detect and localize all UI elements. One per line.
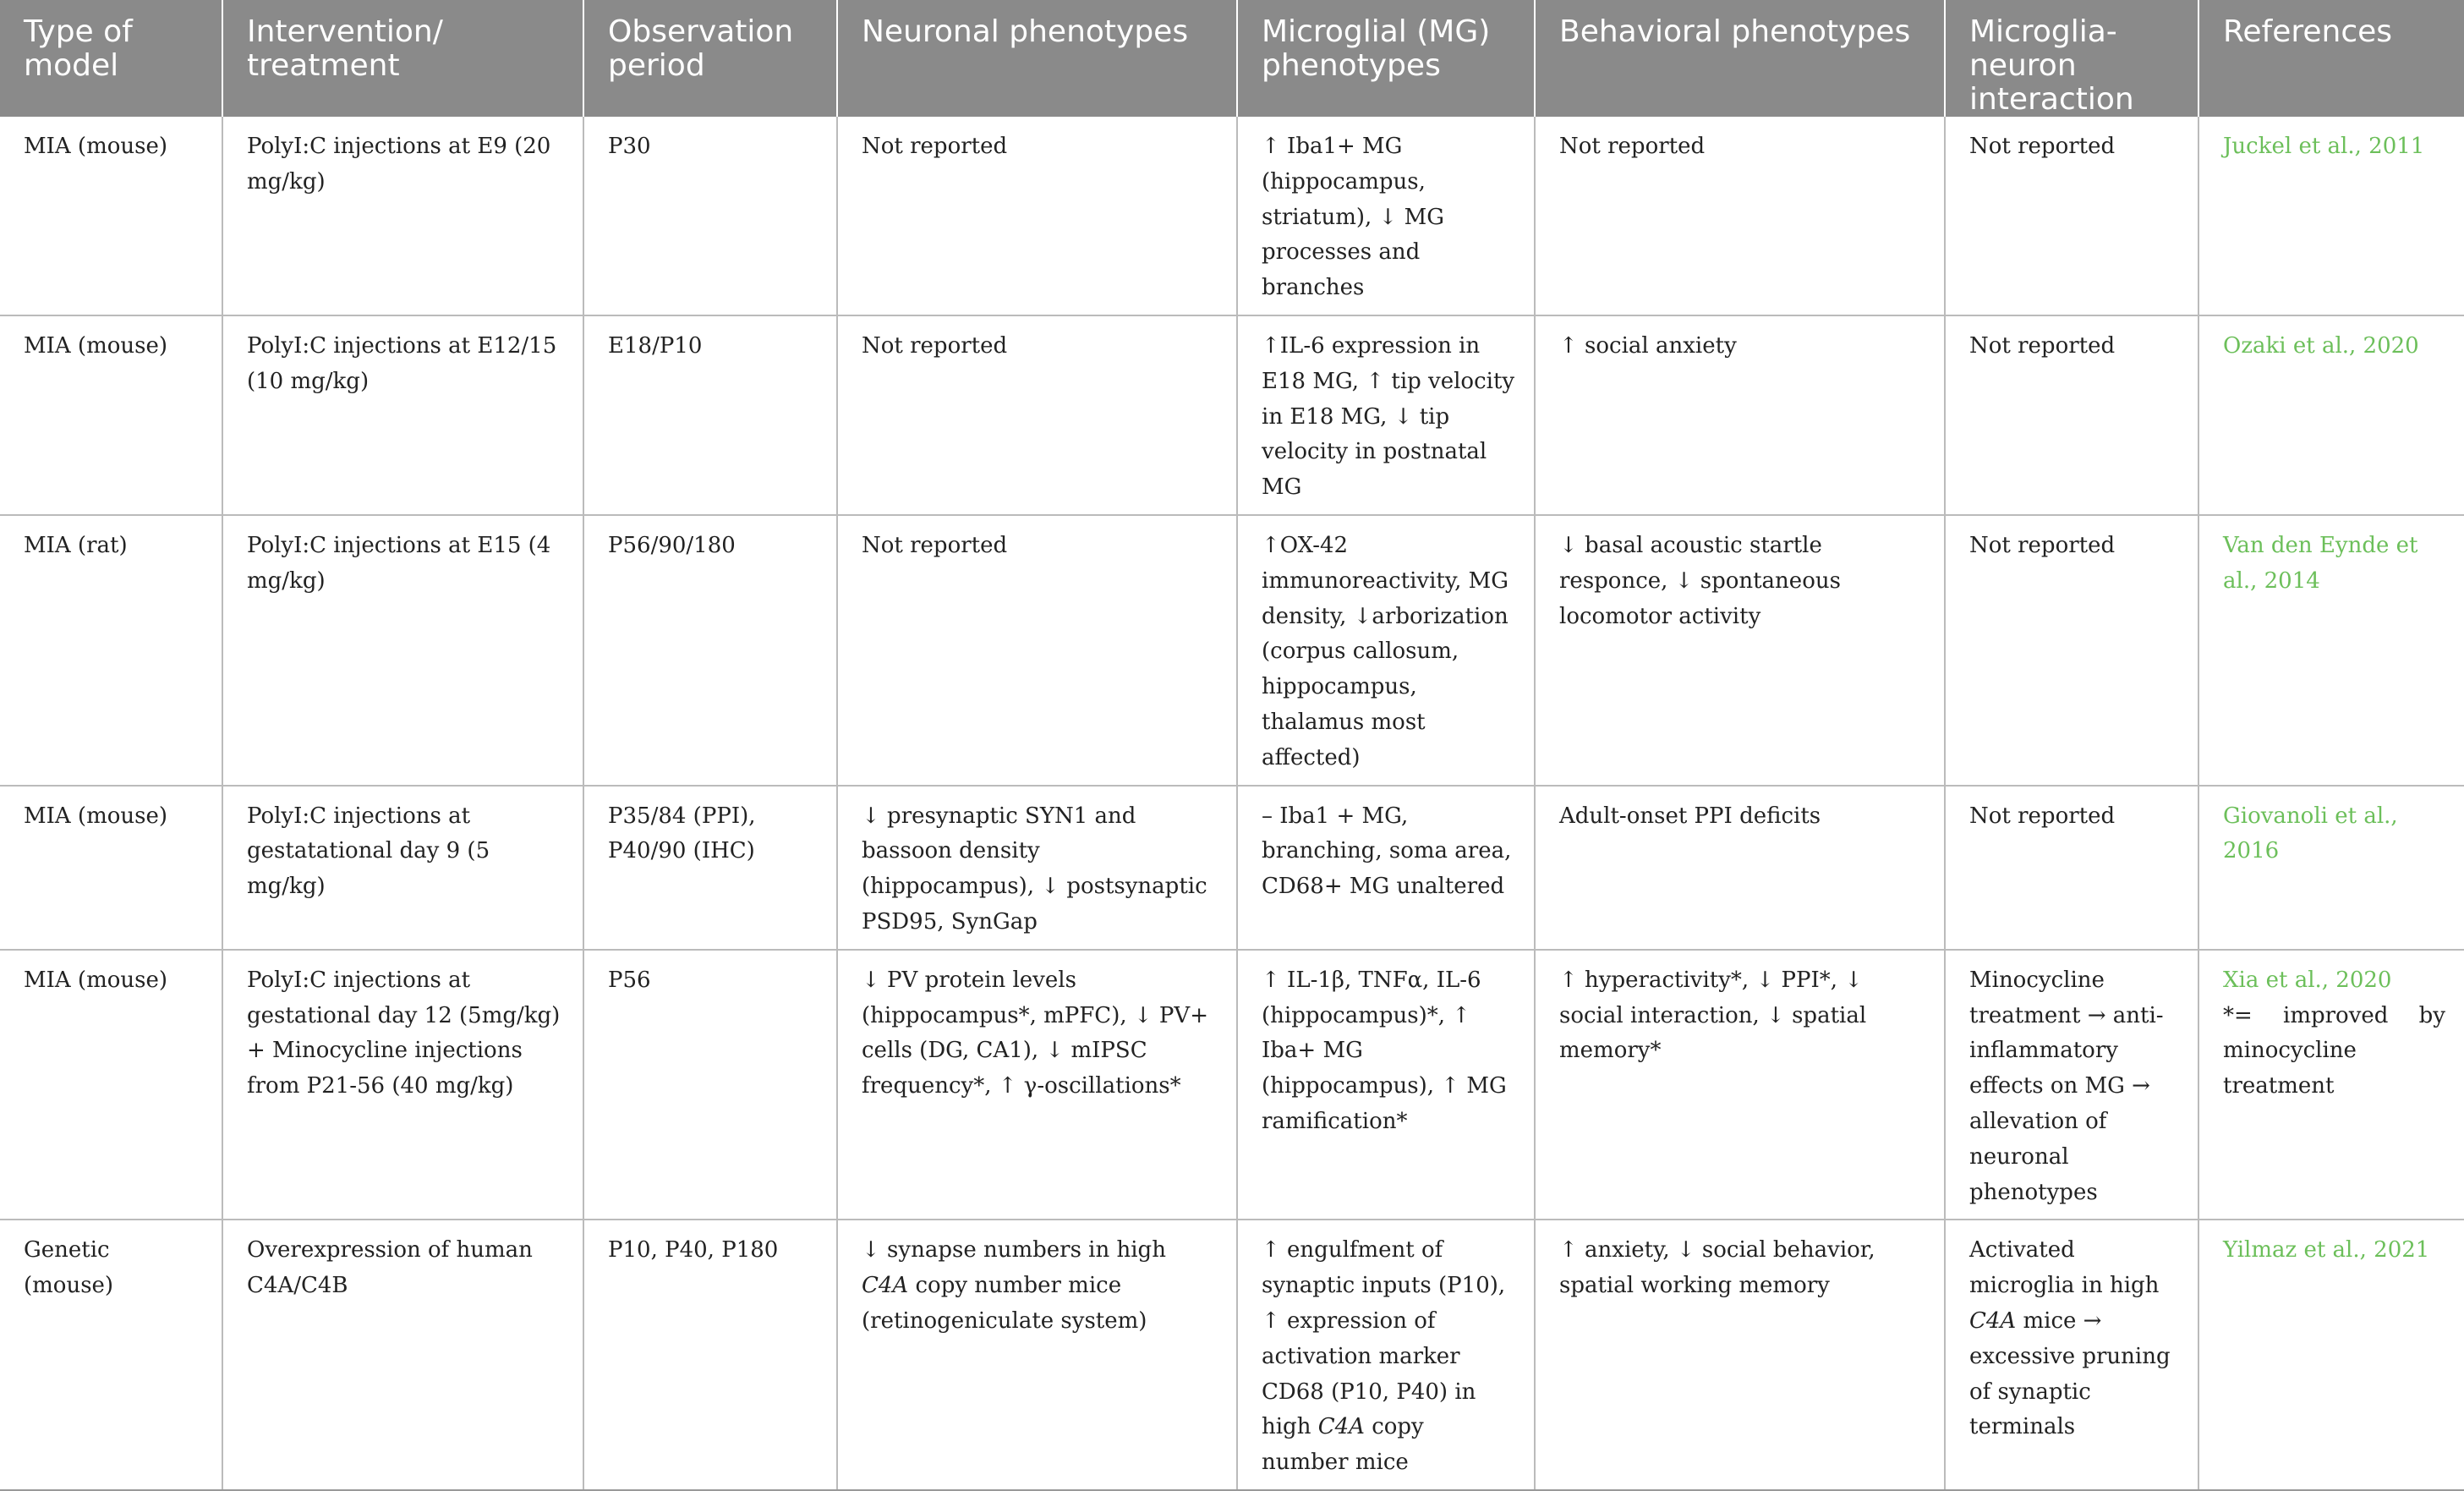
cell-behavioral: Adult-onset PPI deficits [1535, 786, 1945, 950]
reference-note-line2: minocycline treatment [2223, 1038, 2357, 1099]
cell-behavioral: ↓ basal acoustic startle responce, ↓ spontaneous locomotor activity [1535, 515, 1945, 786]
table-row [0, 1220, 2464, 1490]
cell-neuronal: Not reported [837, 117, 1237, 315]
cell-treatment: PolyI:C injections at E9 (20 mg/kg) [222, 117, 583, 315]
header-period: Observation period [583, 0, 837, 117]
cell-model: MIA (mouse) [0, 117, 222, 315]
cell-model: MIA (mouse) [0, 315, 222, 515]
cell-reference [2198, 515, 2464, 786]
cell-period: P35/84 (PPI), P40/90 (IHC) [583, 786, 837, 950]
cell-reference [2198, 117, 2464, 315]
cell-behavioral: ↑ hyperactivity*, ↓ PPI*, ↓ social interaction, ↓ spatial memory* [1535, 950, 1945, 1220]
table-row [0, 950, 2464, 1220]
header-interaction: Microglia-neuron interaction [1945, 0, 2198, 117]
table-header-row [0, 0, 2464, 117]
cell-reference [2198, 1220, 2464, 1490]
cell-reference [2198, 786, 2464, 950]
cell-reference [2198, 950, 2464, 1220]
cell-interaction: Not reported [1945, 786, 2198, 950]
reference-note-line1: *= improved by [2223, 1002, 2445, 1028]
cell-period: P56/90/180 [583, 515, 837, 786]
cell-period: P10, P40, P180 [583, 1220, 837, 1490]
cell-microglial: ↑ Iba1+ MG (hippocampus, striatum), ↓ MG processes and branches [1237, 117, 1535, 315]
cell-treatment: Overexpression of human C4A/C4B [222, 1220, 583, 1490]
reference-link[interactable]: Ozaki et al., 2020 [2223, 332, 2419, 359]
cell-model: MIA (mouse) [0, 950, 222, 1220]
cell-treatment: PolyI:C injections at E12/15 (10 mg/kg) [222, 315, 583, 515]
table-row [0, 786, 2464, 950]
cell-treatment: PolyI:C injections at gestational day 12 (5mg/kg) + Minocycline injections from P21-56 (40 mg/kg) [222, 950, 583, 1220]
gene-name-italic: C4A [1969, 1307, 2017, 1334]
cell-period: P56 [583, 950, 837, 1220]
cell-treatment: PolyI:C injections at E15 (4 mg/kg) [222, 515, 583, 786]
cell-period: P30 [583, 117, 837, 315]
cell-reference [2198, 315, 2464, 515]
table-row [0, 515, 2464, 786]
cell-neuronal: Not reported [837, 315, 1237, 515]
cell-model: MIA (rat) [0, 515, 222, 786]
table-row [0, 117, 2464, 315]
reference-link[interactable]: Giovanoli et al., 2016 [2223, 803, 2398, 864]
header-references: References [2198, 0, 2464, 117]
cell-interaction: Minocycline treatment → anti-inflammatory effects on MG → allevation of neuronal phenotypes [1945, 950, 2198, 1220]
reference-link[interactable]: Yilmaz et al., 2021 [2223, 1237, 2430, 1264]
cell-microglial: ↑ IL-1β, TNFα, IL-6 (hippocampus)*, ↑ Iba+ MG (hippocampus), ↑ MG ramification* [1237, 950, 1535, 1220]
reference-link[interactable]: Xia et al., 2020 [2223, 967, 2392, 993]
gene-name-italic: C4A [862, 1273, 909, 1299]
cell-microglial: ↑IL-6 expression in E18 MG, ↑ tip velocity in E18 MG, ↓ tip velocity in postnatal MG [1237, 315, 1535, 515]
header-neuronal: Neuronal phenotypes [837, 0, 1237, 117]
cell-treatment: PolyI:C injections at gestatational day 9 (5 mg/kg) [222, 786, 583, 950]
cell-behavioral: ↑ anxiety, ↓ social behavior, spatial working memory [1535, 1220, 1945, 1490]
reference-link[interactable]: Van den Eynde et al., 2014 [2223, 532, 2418, 594]
cell-behavioral: Not reported [1535, 117, 1945, 315]
header-treatment: Intervention/ treatment [222, 0, 583, 117]
cell-behavioral: ↑ social anxiety [1535, 315, 1945, 515]
header-model: Type of model [0, 0, 222, 117]
table-row [0, 315, 2464, 515]
gene-name-italic: C4A [1317, 1414, 1365, 1440]
header-behavioral: Behavioral phenotypes [1535, 0, 1945, 117]
cell-neuronal: ↓ PV protein levels (hippocampus*, mPFC), ↓ PV+ cells (DG, CA1), ↓ mIPSC frequency*, ↑ γ-oscillations* [837, 950, 1237, 1220]
header-microglial: Microglial (MG) phenotypes [1237, 0, 1535, 117]
cell-microglial: ↑ engulfment of synaptic inputs (P10), ↑ expression of activation marker CD68 (P10, P40) in high C4A copy number mice [1237, 1220, 1535, 1490]
cell-interaction: Not reported [1945, 515, 2198, 786]
cell-period: E18/P10 [583, 315, 837, 515]
cell-interaction: Activated microglia in high C4A mice → excessive pruning of synaptic terminals [1945, 1220, 2198, 1490]
cell-neuronal: ↓ presynaptic SYN1 and bassoon density (hippocampus), ↓ postsynaptic PSD95, SynGap [837, 786, 1237, 950]
cell-model: MIA (mouse) [0, 786, 222, 950]
cell-interaction: Not reported [1945, 315, 2198, 515]
cell-interaction: Not reported [1945, 117, 2198, 315]
cell-model: Genetic (mouse) [0, 1220, 222, 1490]
cell-neuronal: ↓ synapse numbers in high C4A copy number mice (retinogeniculate system) [837, 1220, 1237, 1490]
cell-neuronal: Not reported [837, 515, 1237, 786]
reference-link[interactable]: Juckel et al., 2011 [2223, 134, 2425, 159]
cell-microglial: – Iba1 + MG, branching, soma area, CD68+ MG unaltered [1237, 786, 1535, 950]
cell-microglial: ↑OX-42 immunoreactivity, MG density, ↓arborization (corpus callosum, hippocampus, thalamus most affected) [1237, 515, 1535, 786]
